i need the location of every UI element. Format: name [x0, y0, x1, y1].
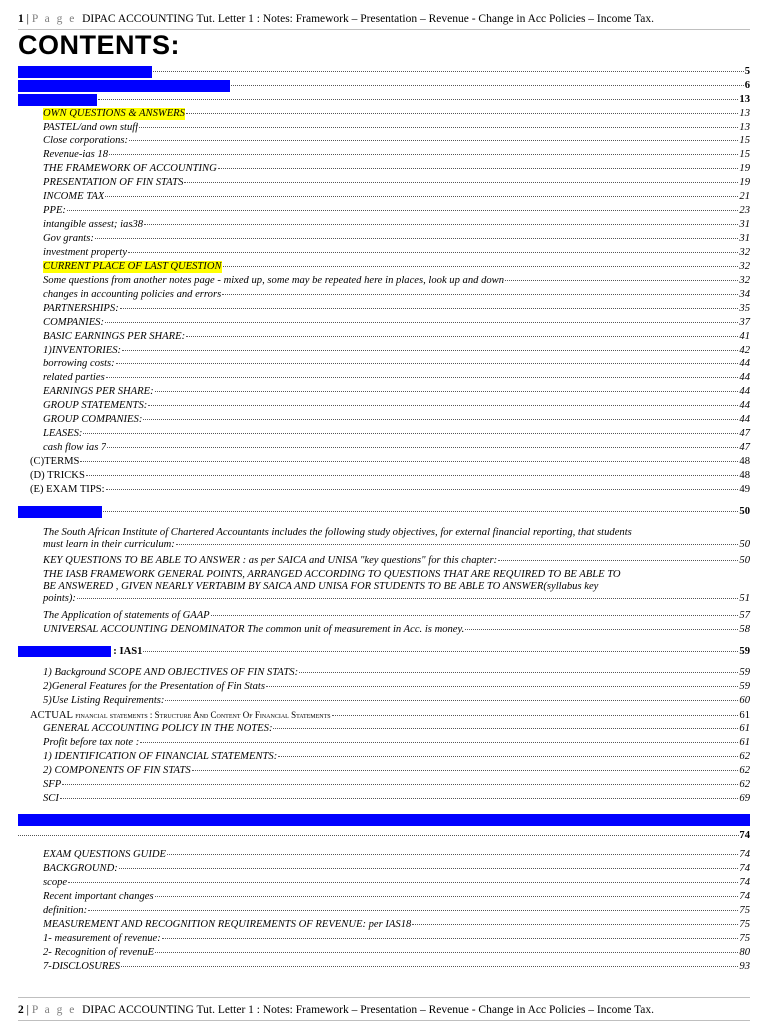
header-title: DIPAC ACCOUNTING Tut. Letter 1 : Notes: Framework – Presentation – Revenue - Change in Acc Policies – Income Tax. [82, 13, 655, 25]
toc-entry[interactable]: The Application of statements of GAAP 57 [43, 610, 750, 621]
toc-entry[interactable]: changes in accounting policies and errors 34 [43, 289, 750, 300]
toc-entry[interactable]: KEY QUESTIONS TO BE ABLE TO ANSWER : as per SAICA and UNISA "key questions" for this chapter: 50 [43, 555, 750, 566]
toc-entry[interactable]: UNIVERSAL ACCOUNTING DENOMINATOR The common unit of measurement in Acc. is money. 58 [43, 624, 750, 635]
toc-entry[interactable]: GROUP STATEMENTS: 44 [43, 400, 750, 411]
toc-entry[interactable]: CURRENT PLACE OF LAST QUESTION 32 [43, 261, 750, 272]
toc-entry[interactable]: MEASUREMENT AND RECOGNITION REQUIREMENTS OF REVENUE: per IAS18 75 [43, 919, 750, 930]
toc-entry[interactable]: COMPANIES: 37 [43, 317, 750, 328]
toc-section-framework[interactable]: 1. FRAMEWORK 50 [18, 506, 750, 517]
toc-entry[interactable]: GENERAL ACCOUNTING POLICY IN THE NOTES: 61 [43, 723, 750, 734]
toc-entry[interactable]: 1)INVENTORIES: 42 [43, 345, 750, 356]
toc-entry[interactable]: The South African Institute of Chartered Accountants includes the following study objectives, for external financial reporting, that students must learn in their curriculum: 50 [43, 527, 750, 550]
toc-section-revenue[interactable]: 3. REVENUE : IAS 18 (AC111) ; SIC31(AC431); ED204; CIRCULAR09/06; IFRIC12(AC445); IFRIC13(AC446); IFRIC 15 (AC448) 74 [18, 814, 750, 841]
toc-entry[interactable]: SCI 69 [43, 793, 750, 804]
page-number: 1 [18, 13, 24, 25]
header-separator: | [26, 1004, 29, 1016]
header-rule [18, 1020, 750, 1021]
toc-entry[interactable]: PRESENTATION OF FIN STATS 19 [43, 177, 750, 188]
toc-entry[interactable]: Close corporations: 15 [43, 135, 750, 146]
toc-entry[interactable]: investment property 32 [43, 247, 750, 258]
toc-entry[interactable]: Some questions from another notes page - mixed up, some may be repeated here in places, look up and down 32 [43, 275, 750, 286]
toc-entry[interactable]: Gov grants: 31 [43, 233, 750, 244]
toc-entry[interactable]: (A) SHORT NOTES ON FRAMEWORK ETC 6 [18, 80, 750, 91]
toc-entry[interactable]: SFP 62 [43, 779, 750, 790]
toc-entry[interactable]: 5)Use Listing Requirements: 60 [43, 695, 750, 706]
toc-entry[interactable]: PASTEL/and own stuff 13 [43, 122, 750, 133]
toc-entry[interactable]: 2)General Features for the Presentation of Fin Stats 59 [43, 681, 750, 692]
toc-entry[interactable]: 7-DISCLOSURES 93 [43, 961, 750, 972]
toc-entry[interactable]: OWN QUESTIONS & ANSWERS 13 [43, 108, 750, 119]
page-break-rule [18, 997, 750, 998]
toc-entry[interactable]: intangible assest; ias38 31 [43, 219, 750, 230]
toc-entry[interactable]: related parties 44 [43, 372, 750, 383]
toc-section-presentation[interactable]: 2. PRESENTATION : IAS1 59 [18, 646, 750, 657]
toc-entry[interactable]: TO BE SCANNED IN STILL 5 [18, 66, 750, 77]
toc-entry[interactable]: LEASES: 47 [43, 428, 750, 439]
toc-entry[interactable]: PPE: 23 [43, 205, 750, 216]
toc-entry[interactable]: 1) Background SCOPE AND OBJECTIVES OF FIN STATS: 59 [43, 667, 750, 678]
toc-entry[interactable]: BACKGROUND: 74 [43, 863, 750, 874]
page-word: P a g e [31, 13, 77, 25]
toc-entry[interactable]: 1- measurement of revenue: 75 [43, 933, 750, 944]
toc-entry[interactable]: PARTNERSHIPS: 35 [43, 303, 750, 314]
toc-entry[interactable]: THE FRAMEWORK OF ACCOUNTING 19 [43, 163, 750, 174]
page-word: P a g e [31, 1004, 77, 1016]
toc-entry[interactable]: EXAM QUESTIONS GUIDE 74 [43, 849, 750, 860]
toc-entry[interactable]: 1) IDENTIFICATION OF FINANCIAL STATEMENTS: 62 [43, 751, 750, 762]
toc-entry[interactable]: ACTUAL financial statements : Structure And Content Of Financial Statements 61 [30, 710, 750, 721]
header-separator: | [26, 13, 29, 25]
toc-entry[interactable]: EARNINGS PER SHARE: 44 [43, 386, 750, 397]
toc-entry[interactable]: 2) COMPONENTS OF FIN STATS 62 [43, 765, 750, 776]
toc-entry[interactable]: 2- Recognition of revenuE 80 [43, 947, 750, 958]
toc-entry[interactable]: Recent important changes 74 [43, 891, 750, 902]
toc-entry[interactable]: (C)TERMS 48 [30, 456, 750, 467]
toc-entry[interactable]: INCOME TAX 21 [43, 191, 750, 202]
toc-entry[interactable]: scope 74 [43, 877, 750, 888]
toc-entry[interactable]: THE IASB FRAMEWORK GENERAL POINTS, ARRANGED ACCORDING TO QUESTIONS THAT ARE REQUIRED TO BE ABLE TO BE ANSWERED , GIVEN NEARLY VERTABIM BY SAICA AND UNISA FOR STUDENTS TO BE ABLE TO ANSWER(syllabus key points): 51 [43, 569, 750, 604]
toc-entry[interactable]: BASIC EARNINGS PER SHARE: 41 [43, 331, 750, 342]
toc-entry[interactable]: Profit before tax note : 61 [43, 737, 750, 748]
header-title: DIPAC ACCOUNTING Tut. Letter 1 : Notes: Framework – Presentation – Revenue - Change in Acc Policies – Income Tax. [82, 1004, 655, 1016]
contents-title: CONTENTS: [18, 30, 180, 60]
page-header-next [18, 1004, 750, 1016]
toc-entry[interactable]: definition: 75 [43, 905, 750, 916]
toc-entry[interactable]: (D) TRICKS 48 [30, 470, 750, 481]
page-header [18, 13, 750, 25]
toc-entry[interactable]: cash flow ias 7 47 [43, 442, 750, 453]
toc-entry[interactable]: borrowing costs: 44 [43, 358, 750, 369]
toc-entry[interactable]: GROUP COMPANIES: 44 [43, 414, 750, 425]
page-number: 2 [18, 1004, 24, 1016]
toc-entry[interactable]: (E) EXAM TIPS: 49 [30, 484, 750, 495]
toc-entry[interactable]: Revenue-ias 18 15 [43, 149, 750, 160]
toc-entry[interactable]: (B) QUESTIONS 13 [18, 94, 750, 105]
